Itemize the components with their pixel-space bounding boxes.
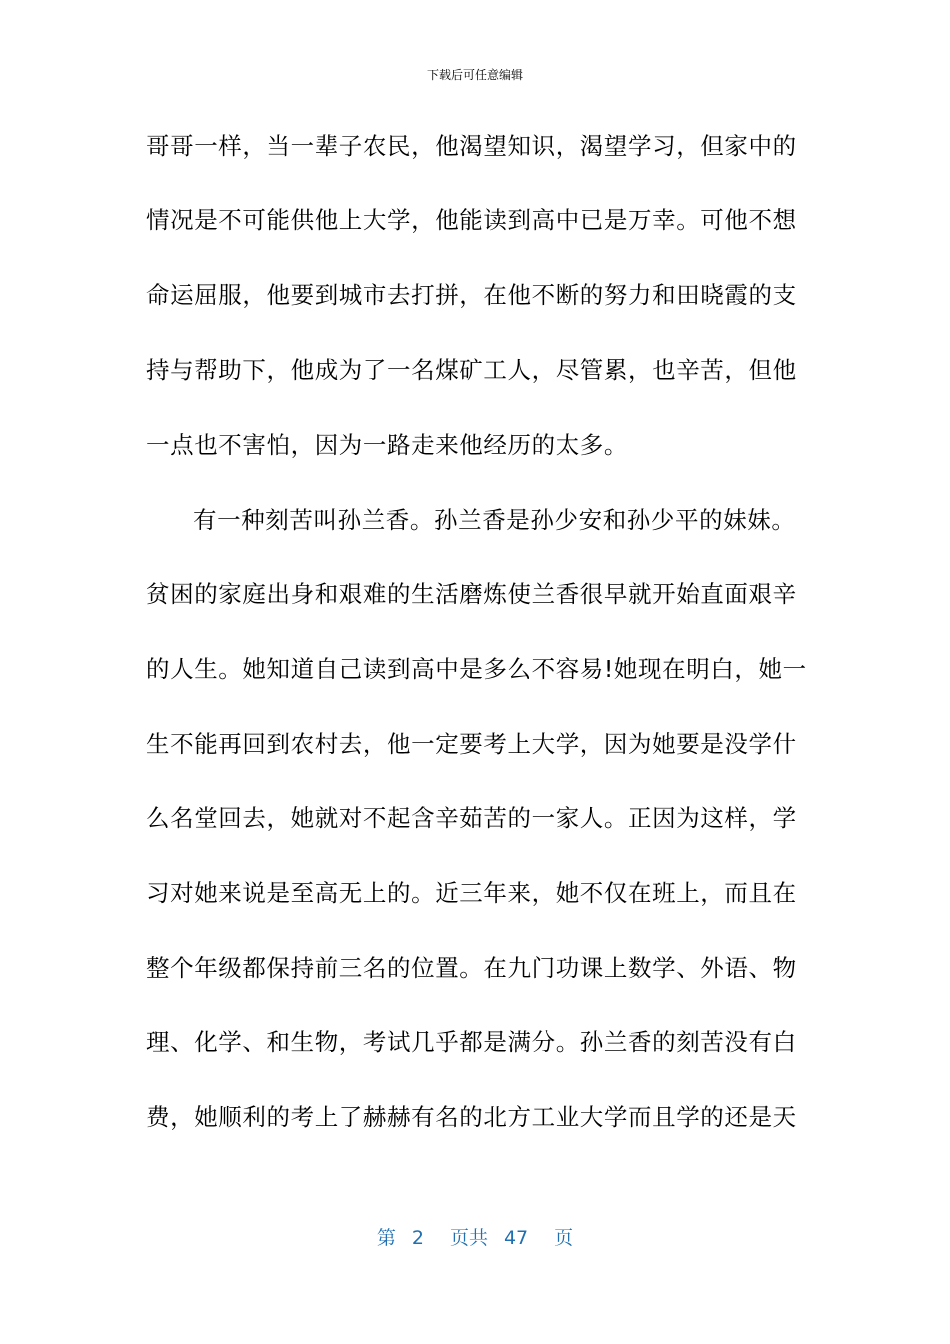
text-line: 贫困的家庭出身和艰难的生活磨炼使兰香很早就开始直面艰辛 [146,580,797,608]
text-line: 费，她顺利的考上了赫赫有名的北方工业大学而且学的还是天 [146,1103,797,1131]
text-line: 习对她来说是至高无上的。近三年来，她不仅在班上，而且在 [146,879,797,907]
text-line: 生不能再回到农村去，他一定要考上大学，因为她要是没学什 [146,730,797,758]
current-page-number: 2 [411,1227,424,1249]
text-line: 命运屈服，他要到城市去打拼，在他不断的努力和田晓霞的支 [146,281,797,309]
page-number-footer [0,1226,950,1250]
text-line: 整个年级都保持前三名的位置。在九门功课上数学、外语、物 [146,954,797,982]
text-line: 哥哥一样，当一辈子农民，他渴望知识，渴望学习，但家中的 [146,132,797,160]
text-line: 么名堂回去，她就对不起含辛茹苦的一家人。正因为这样，学 [146,804,797,832]
text-line: 一点也不害怕，因为一路走来他经历的太多。 [146,431,628,459]
footer-suffix: 页 [554,1227,574,1249]
text-line: 的人生。她知道自己读到高中是多么不容易!她现在明白，她一 [146,655,807,683]
text-line: 持与帮助下，他成为了一名煤矿工人，尽管累，也辛苦，但他 [146,356,797,384]
text-line: 理、化学、和生物，考试几乎都是满分。孙兰香的刻苦没有白 [146,1028,797,1056]
paragraph-first-line: 有一种刻苦叫孙兰香。孙兰香是孙少安和孙少平的妹妹。 [193,506,796,534]
text-line: 情况是不可能供他上大学，他能读到高中已是万幸。可他不想 [146,206,797,234]
page-header-note: 下载后可任意编辑 [426,68,523,82]
total-pages-number: 47 [503,1227,529,1249]
footer-prefix: 第 [376,1227,396,1249]
footer-middle: 页共 [449,1227,488,1249]
